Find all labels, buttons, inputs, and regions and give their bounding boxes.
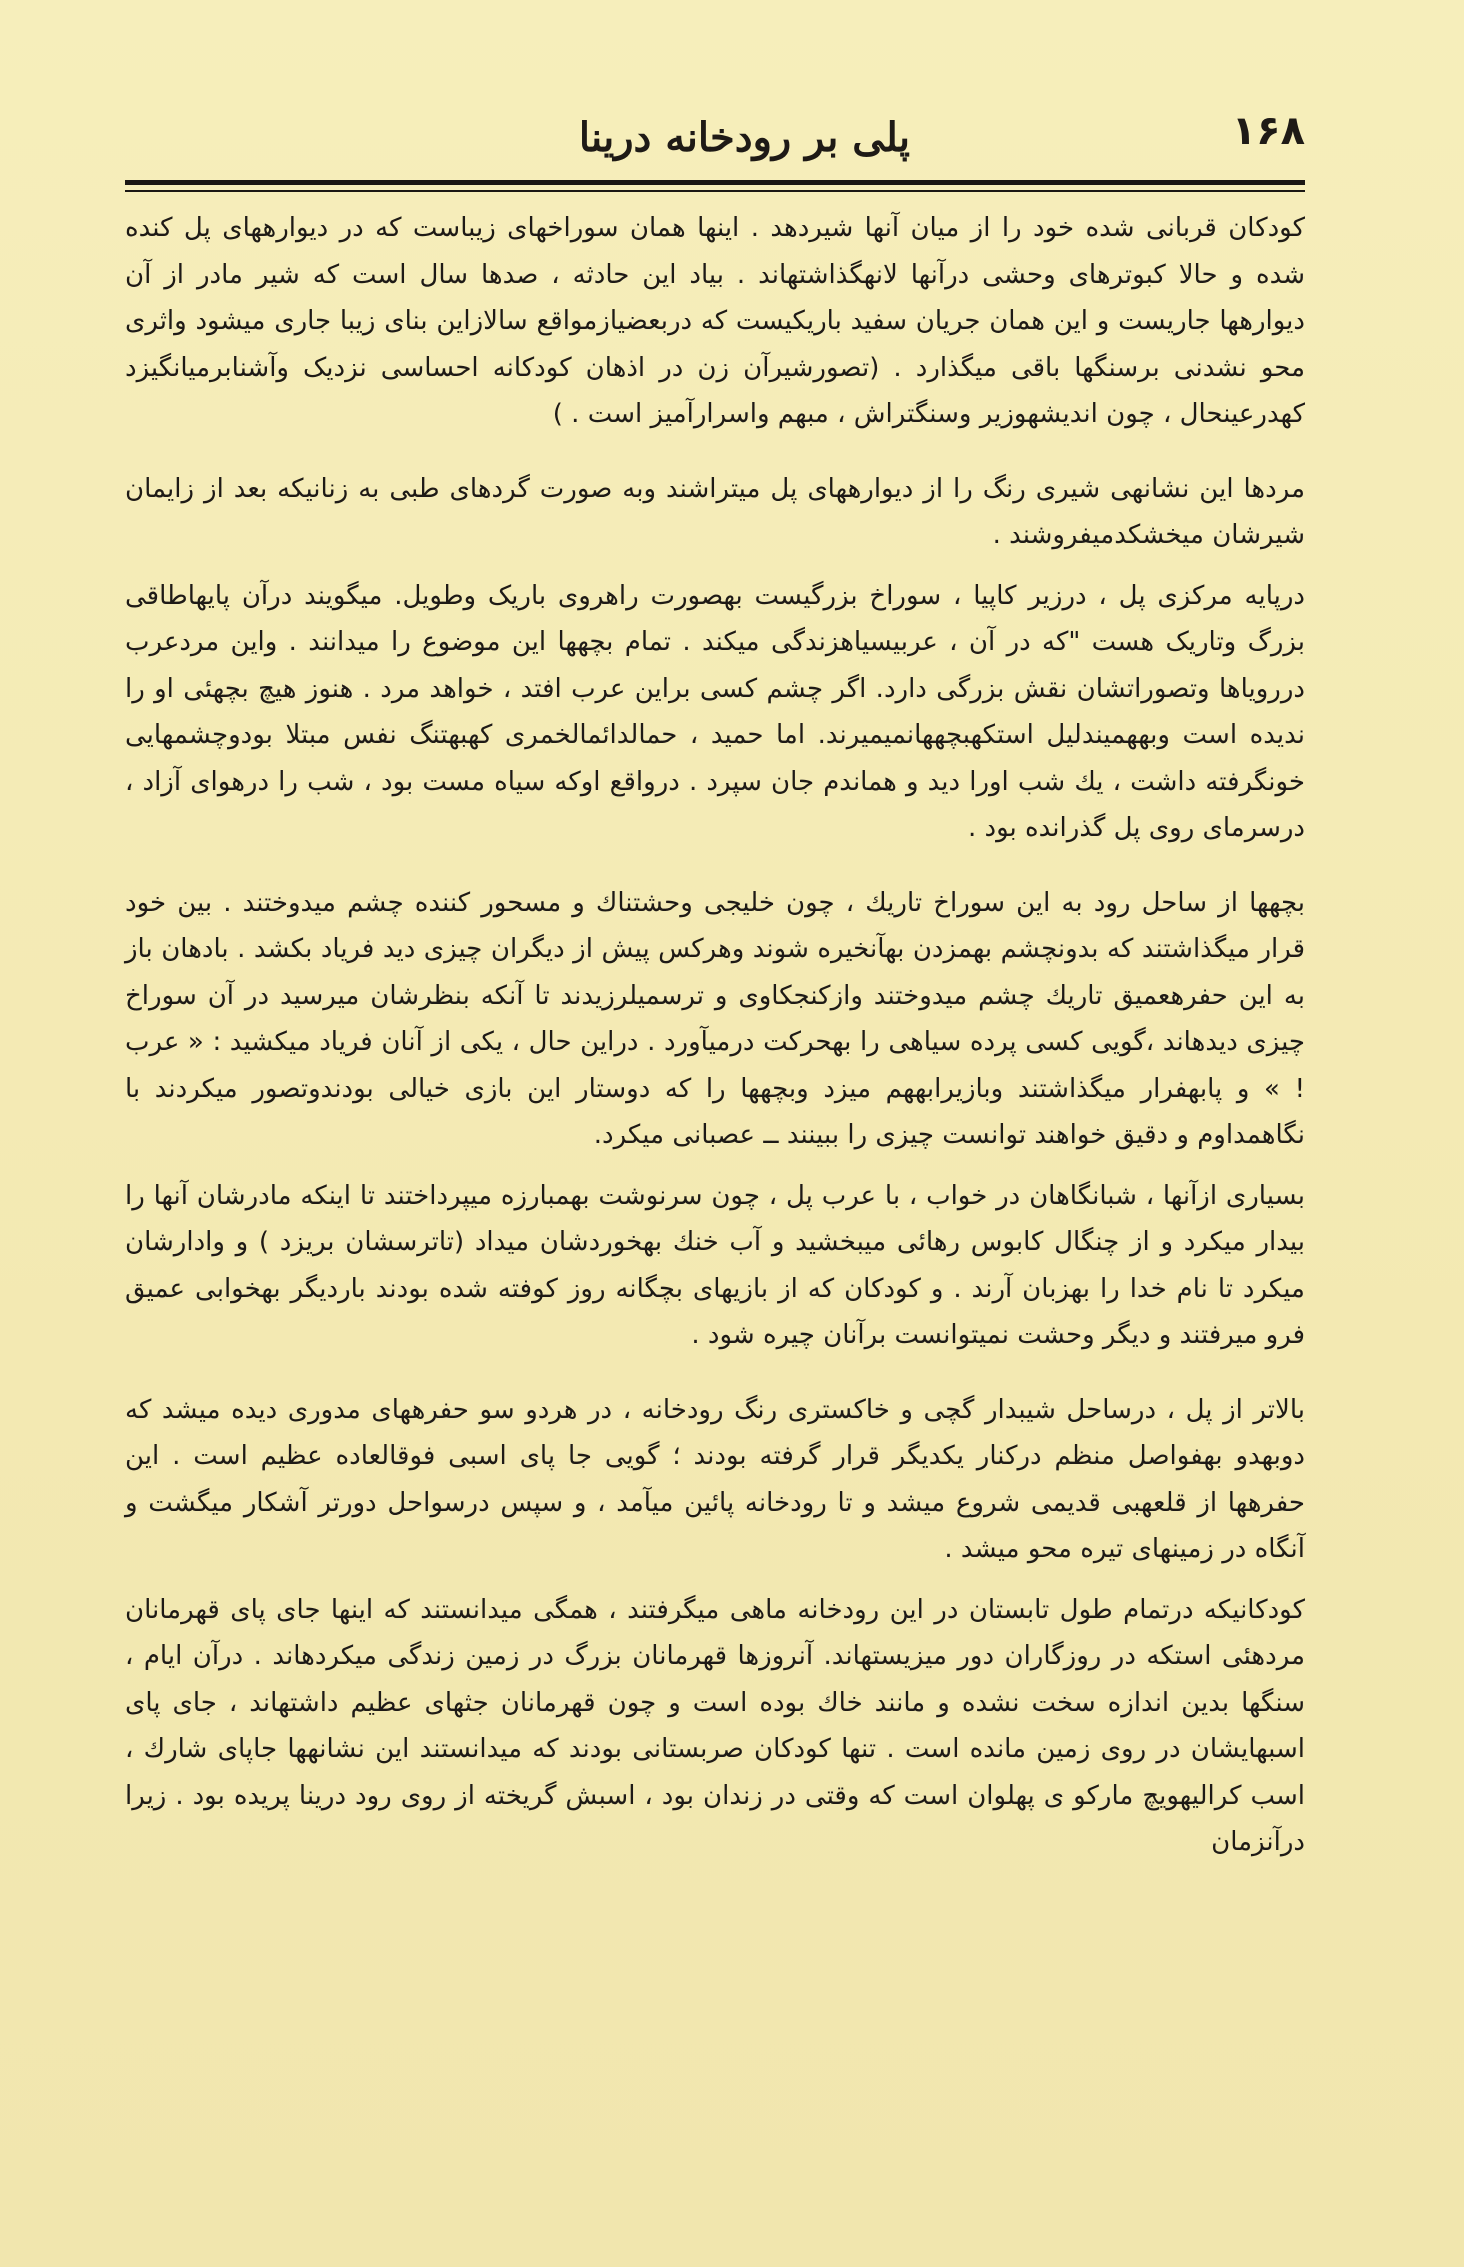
paragraph: مردها این نشانهی شیری رنگ را از دیوارههای پل میتراشند وبه صورت گردهای طبی به زنانیکه بعد از زایمان شیرشان میخشکدمیفروشند .: [125, 473, 1305, 550]
paragraph: کودکانیکه درتمام طول تابستان در این رودخانه ماهی میگرفتند ، همگی میدانستند که اینها جای پای قهرمانان مردهئی استکه در روزگاران دور میزیستهاند. آنروزها قهرمانان بزرگ در زمین زندگی میکردهاند . درآن ایام ، سنگها بدین اندازه سخت نشده و مانند خاك بوده است و چون قهرمانان جثهای عظیم داشتهاند ، جای پای اسبهایشان در روی زمین مانده است . تنها کودکان صربستانی بودند که میدانستند این نشانهها جاپای شارك ، اسب کرالیهویچ مارکو ی پهلوان است که وقتی در زندان بود ، اسبش گریخته از روی رود درینا پریده بود . زیرا درآنزمان: [125, 1594, 1305, 1857]
header-rule-thick: [125, 180, 1305, 185]
paragraph: درپایه مرکزی پل ، درزیر کاپیا ، سوراخ بزرگیست بهصورت راهروی باریک وطویل. میگویند درآن پایهاطاقی بزرگ وتاریک هست "که در آن ، عربیسیاهزندگی میکند . تمام بچهها این موضوع را میدانند . واین مردعرب دررویاها وتصوراتشان نقش بزرگی دارد. اگر چشم کسی براین عرب افتد ، خواهد مرد . هنوز هیچ بچهئی او را ندیده است وبههمیندلیل استکهبچههانمیمیرند. اما حمید ، حمالدائمالخمری کهبهتنگ نفس مبتلا بودوچشمهایی خونگرفته داشت ، یك شب اورا دید و هماندم جان سپرد . درواقع اوکه سیاه مست بود ، شب را درهوای آزاد ، درسرمای روی پل گذرانده بود .: [125, 580, 1305, 843]
paragraph: بچهها از ساحل رود به این سوراخ تاریك ، چون خلیجی وحشتناك و مسحور کننده چشم میدوختند . بین خود قرار میگذاشتند که بدونچشم بهمزدن بهآنخیره شوند وهرکس پیش از دیگران چیزی دید فریاد بکشد . بادهان باز به این حفرهعمیق تاریك چشم میدوختند وازکنجکاوی و ترسمیلرزیدند تا آنکه بنظرشان میرسید در آن سوراخ چیزی دیدهاند ،گویی کسی پرده سیاهی را بهحرکت درمیآورد . دراین حال ، یکی از آنان فریاد میکشید : « عرب ! » و پابهفرار میگذاشتند وبازیرابههم میزد وبچهها را که دوستار این بازی خیالی بودندوتصور میکردند با نگاهمداوم و دقیق خواهند توانست چیزی را ببینند ــ عصبانی میکرد.: [125, 887, 1305, 1150]
running-title: پلی بر رودخانه درینا: [578, 114, 910, 161]
paragraph: بسیاری ازآنها ، شبانگاهان در خواب ، با عرب پل ، چون سرنوشت بهمبارزه میپرداختند تا اینکه مادرشان آنها را بیدار میکرد و از چنگال کابوس رهائی میبخشید و آب خنك بهخوردشان میداد (تاترسشان بریزد ) و وادارشان میکرد تا نام خدا را بهزبان آرند . و کودکان که از بازیهای بچگانه روز کوفته شده بودند باردیگر بهخوابی عمیق فرو میرفتند و دیگر وحشت نمیتوانست برآنان چیره شود .: [125, 1180, 1305, 1350]
header-rule-thin: [125, 190, 1305, 192]
body-text: [125, 205, 1305, 2240]
paragraph: بالاتر از پل ، درساحل شیبدار گچی و خاکستری رنگ رودخانه ، در هردو سو حفرههای مدوری دیده میشد که دوبهدو بهفواصل منظم درکنار یکدیگر قرار گرفته بودند ؛ گویی جا پای اسبی فوقالعاده عظیم است . این حفرهها از قلعهبی قدیمی شروع میشد و تا رودخانه پائین میآمد ، و سپس درسواحل دورتر آشکار میگشت و آنگاه در زمینهای تیره محو میشد .: [125, 1394, 1305, 1564]
page-header: [125, 100, 1305, 180]
paragraph: کودکان قربانی شده خود را از میان آنها شیردهد . اینها همان سوراخهای زیباست که در دیوارههای پل کنده شده و حالا کبوترهای وحشی درآنها لانهگذاشتهاند . بیاد این حادثه ، صدها سال است که شیر مادر از آن دیوارهها جاریست و این همان جریان سفید باریکیست که دربعضیازمواقع سالازاین بنای زیبا جاری میشود واثری محو نشدنی برسنگها باقی میگذارد . (تصورشیرآن زن در اذهان کودکانه احساسی نزدیک وآشنابرمیانگیزد کهدرعینحال ، چون اندیشهوزیر وسنگتراش ، مبهم واسرارآمیز است . ): [125, 213, 1305, 429]
page-number: ۱۶۸: [1231, 108, 1305, 154]
